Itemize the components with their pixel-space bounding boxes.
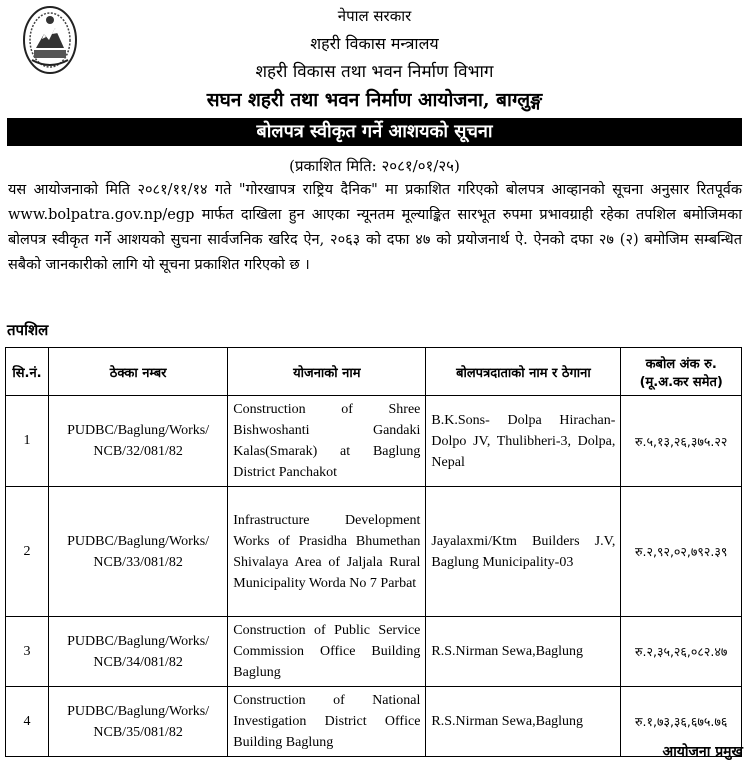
cell-amount: रु.२,९२,०२,७९२.३९: [621, 487, 742, 617]
notice-body: यस आयोजनाको मिति २०८१/११/१४ गते "गोरखापत्र राष्ट्रिय दैनिक" मा प्रकाशित गरिएको बोलपत्र आव्हानको सूचना अनुसार रितपूर्वक www.bolpatra.gov.np/egp मार्फत दाखिला हुन आएका न्यूनतम मूल्याङ्कित सारभूत रुपमा प्रभावग्राही रहेका तपशिल बमोजिमका बोलपत्र स्वीकृत गर्ने आशयको सुचना सार्वजनिक खरिद ऐन, २०६३ को दफा ४७ को प्रयोजनार्थ ऐ. ऐनको दफा २७ (२) बमोजिम सम्बन्धित सबैको जानकारीको लागि यो सूचना प्रकाशित गरिएको छ ।: [8, 182, 742, 273]
table-row: [6, 617, 742, 687]
header-line-1: नेपाल सरकार: [337, 7, 412, 25]
table-row: [6, 487, 742, 617]
header-line-3: शहरी विकास तथा भवन निर्माण विभाग: [255, 62, 494, 82]
published-date: (प्रकाशित मिति: २०८१/०१/२५): [289, 157, 460, 175]
cell-amount: रु.१,७३,३६,६७५.७६: [621, 687, 742, 757]
cell-amount: रु.५,१३,२६,३७५.२२: [621, 396, 742, 487]
cell-contract: PUDBC/Baglung/Works/ NCB/32/081/82: [48, 396, 227, 487]
signature-title: आयोजना प्रमुख: [662, 744, 743, 760]
project-title: सघन शहरी तथा भवन निर्माण आयोजना, बाग्लुङ्ग: [206, 89, 543, 111]
details-label: तपशिल: [7, 321, 49, 339]
cell-bidder: R.S.Nirman Sewa,Baglung: [426, 687, 621, 757]
cell-contract: PUDBC/Baglung/Works/ NCB/34/081/82: [48, 617, 227, 687]
cell-sn: 1: [6, 396, 49, 487]
cell-bidder: B.K.Sons- Dolpa Hirachan-Dolpo JV, Thulibheri-3, Dolpa, Nepal: [426, 396, 621, 487]
cell-contract: PUDBC/Baglung/Works/ NCB/35/081/82: [48, 687, 227, 757]
cell-project: Construction of Public Service Commission Office Building Baglung: [228, 617, 426, 687]
col-header-project: योजनाको नाम: [228, 348, 426, 396]
cell-sn: 4: [6, 687, 49, 757]
tender-table: [5, 347, 742, 757]
table-row: [6, 396, 742, 487]
col-header-amount: कबोल अंक रु. (मू.अ.कर समेत): [621, 348, 742, 396]
cell-project: Infrastructure Development Works of Prasidha Bhumethan Shivalaya Area of Jaljala Rural Municipality Worda No 7 Parbat: [228, 487, 426, 617]
col-header-contract: ठेक्का नम्बर: [48, 348, 227, 396]
table-header-row: [6, 348, 742, 396]
cell-amount: रु.२,३५,२६,०८२.४७: [621, 617, 742, 687]
cell-sn: 3: [6, 617, 49, 687]
notice-title-banner: बोलपत्र स्वीकृत गर्ने आशयको सूचना: [7, 118, 742, 146]
col-header-bidder: बोलपत्रदाताको नाम र ठेगाना: [426, 348, 621, 396]
table-row: [6, 687, 742, 757]
header-line-2: शहरी विकास मन्त्रालय: [310, 34, 439, 53]
cell-project: Construction of National Investigation District Office Building Baglung: [228, 687, 426, 757]
cell-bidder: R.S.Nirman Sewa,Baglung: [426, 617, 621, 687]
cell-contract: PUDBC/Baglung/Works/ NCB/33/081/82: [48, 487, 227, 617]
cell-bidder: Jayalaxmi/Ktm Builders J.V, Baglung Municipality-03: [426, 487, 621, 617]
col-header-sn: सि.नं.: [6, 348, 49, 396]
cell-sn: 2: [6, 487, 49, 617]
cell-project: Construction of Shree Bishwoshanti Gandaki Kalas(Smarak) at Baglung District Panchakot: [228, 396, 426, 487]
